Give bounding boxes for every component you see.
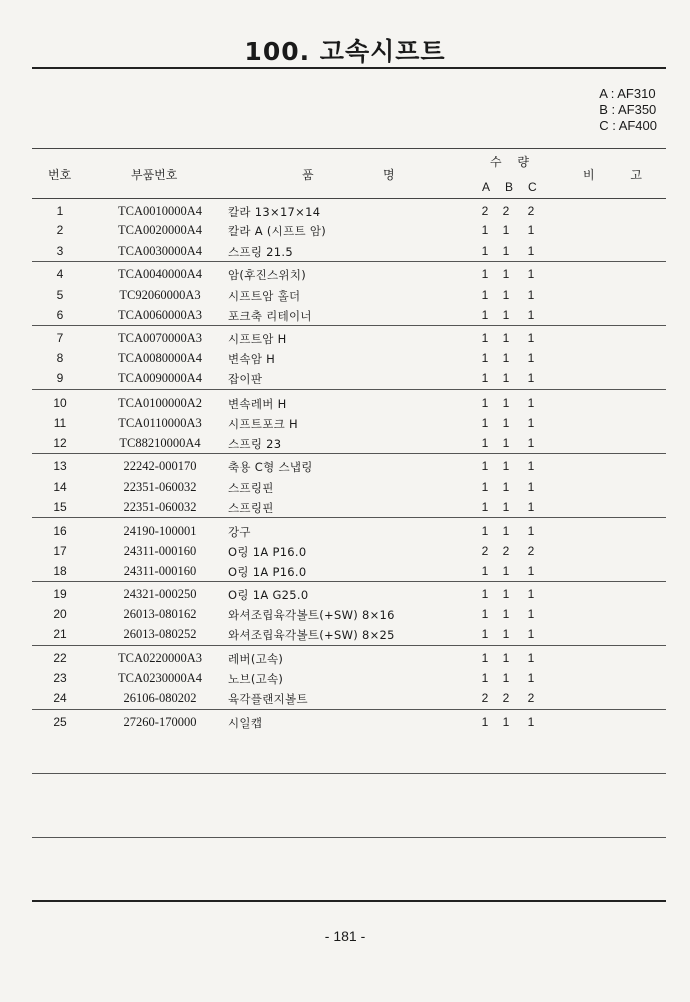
qty-b: 2 [502, 544, 510, 558]
qty-b: 1 [502, 480, 510, 494]
qty-b: 1 [502, 524, 510, 538]
table-row [32, 201, 666, 221]
row-number: 13 [53, 459, 67, 473]
part-number: TC92060000A3 [119, 288, 201, 302]
qty-c: 1 [527, 396, 535, 410]
part-number: 22351-060032 [123, 480, 197, 494]
qty-c: 2 [527, 544, 535, 558]
part-number: TCA0070000A3 [117, 331, 203, 345]
part-number: 27260-170000 [123, 715, 197, 729]
row-number: 10 [53, 396, 67, 410]
model-legend [599, 86, 657, 134]
table-row [32, 456, 666, 476]
part-number: TCA0020000A4 [117, 223, 203, 237]
qty-c: 1 [527, 500, 535, 514]
qty-a: 1 [481, 524, 489, 538]
qty-a: 1 [481, 564, 489, 578]
qty-a: 1 [481, 459, 489, 473]
qty-c: 1 [527, 267, 535, 281]
table-row [32, 712, 666, 732]
qty-a: 1 [481, 308, 489, 322]
row-number: 7 [56, 331, 64, 345]
part-name: 와셔조립육각볼트(+SW) 8×16 [228, 608, 395, 622]
qty-c: 1 [527, 436, 535, 450]
table-row [32, 688, 666, 708]
qty-a: 2 [481, 544, 489, 558]
part-number: TCA0060000A3 [117, 308, 203, 322]
qty-c: 1 [527, 651, 535, 665]
qty-a: 1 [481, 396, 489, 410]
qty-b: 1 [502, 371, 510, 385]
qty-a: 1 [481, 500, 489, 514]
part-name: 포크축 리테이너 [228, 309, 312, 323]
legend-a: A : AF310 [599, 86, 656, 101]
row-number: 3 [56, 244, 64, 258]
header-name-b: 명 [383, 168, 395, 182]
group-divider [32, 581, 666, 582]
qty-b: 1 [502, 331, 510, 345]
table-row [32, 521, 666, 541]
qty-c: 1 [527, 627, 535, 641]
part-name: 암(후진스위치) [228, 268, 307, 282]
part-name: O링 1A P16.0 [228, 545, 307, 559]
table-row [32, 220, 666, 240]
qty-b: 1 [502, 436, 510, 450]
qty-b: 1 [502, 715, 510, 729]
part-name: 강구 [228, 525, 251, 539]
qty-a: 1 [481, 651, 489, 665]
part-number: TCA0230000A4 [117, 671, 203, 685]
group-divider [32, 261, 666, 262]
row-number: 15 [53, 500, 67, 514]
part-name: 축용 C형 스냅링 [228, 460, 313, 474]
qty-b: 1 [502, 587, 510, 601]
part-name: 시일캡 [228, 716, 263, 730]
table-row [32, 305, 666, 325]
qty-b: 1 [502, 308, 510, 322]
qty-c: 2 [527, 691, 535, 705]
qty-c: 1 [527, 244, 535, 258]
qty-b: 2 [502, 204, 510, 218]
table-row [32, 413, 666, 433]
qty-b: 1 [502, 396, 510, 410]
table-row [32, 624, 666, 644]
qty-c: 1 [527, 459, 535, 473]
table-row [32, 477, 666, 497]
part-name: 시프트암 홀더 [228, 289, 301, 303]
part-number: 26013-080162 [123, 607, 197, 621]
table-row [32, 648, 666, 668]
qty-c: 1 [527, 308, 535, 322]
part-name: 노브(고속) [228, 672, 284, 686]
title-rule [32, 67, 666, 69]
table-row [32, 497, 666, 517]
row-number: 21 [53, 627, 67, 641]
header-part-no: 부품번호 [131, 168, 178, 182]
header-qty-b: B [505, 180, 514, 194]
table-row [32, 668, 666, 688]
qty-b: 1 [502, 671, 510, 685]
qty-a: 1 [481, 436, 489, 450]
part-number: TCA0010000A4 [117, 204, 203, 218]
part-number: 24321-000250 [123, 587, 197, 601]
part-name: 육각플랜지볼트 [228, 692, 308, 706]
qty-b: 1 [502, 267, 510, 281]
row-number: 25 [53, 715, 67, 729]
legend-c: C : AF400 [599, 118, 657, 133]
row-number: 23 [53, 671, 67, 685]
group-divider [32, 837, 666, 838]
qty-b: 1 [502, 500, 510, 514]
row-number: 16 [53, 524, 67, 538]
part-name: 스프링핀 [228, 481, 274, 495]
group-divider [32, 645, 666, 646]
row-number: 2 [56, 223, 64, 237]
table-row [32, 368, 666, 388]
footer-rule [32, 900, 666, 902]
qty-b: 1 [502, 351, 510, 365]
qty-a: 2 [481, 204, 489, 218]
group-divider [32, 453, 666, 454]
group-divider [32, 389, 666, 390]
row-number: 14 [53, 480, 67, 494]
group-divider [32, 773, 666, 774]
page-title: 100. 고속시프트 [244, 37, 446, 66]
qty-b: 1 [502, 459, 510, 473]
qty-a: 1 [481, 223, 489, 237]
part-number: 26013-080252 [123, 627, 197, 641]
qty-a: 1 [481, 351, 489, 365]
part-name: 변속레버 H [228, 397, 287, 411]
qty-a: 1 [481, 416, 489, 430]
table-row [32, 541, 666, 561]
qty-c: 1 [527, 416, 535, 430]
header-top-rule [32, 148, 666, 149]
part-name: 칼라 A (시프트 암) [228, 224, 327, 238]
header-bottom-rule [32, 198, 666, 199]
table-row [32, 264, 666, 284]
row-number: 1 [56, 204, 64, 218]
row-number: 24 [53, 691, 67, 705]
qty-c: 1 [527, 331, 535, 345]
qty-a: 1 [481, 331, 489, 345]
qty-b: 1 [502, 416, 510, 430]
part-number: TCA0100000A2 [117, 396, 203, 410]
part-number: 26106-080202 [123, 691, 197, 705]
part-number: TC88210000A4 [119, 436, 201, 450]
group-divider [32, 325, 666, 326]
qty-b: 1 [502, 288, 510, 302]
row-number: 20 [53, 607, 67, 621]
part-name: 스프링 23 [228, 437, 282, 451]
row-number: 11 [53, 416, 67, 430]
part-number: TCA0040000A4 [117, 267, 203, 281]
qty-a: 1 [481, 371, 489, 385]
qty-c: 1 [527, 587, 535, 601]
row-number: 8 [56, 351, 64, 365]
qty-a: 1 [481, 244, 489, 258]
group-divider [32, 517, 666, 518]
qty-a: 1 [481, 267, 489, 281]
row-number: 5 [56, 288, 64, 302]
qty-a: 1 [481, 480, 489, 494]
part-name: 스프링핀 [228, 501, 274, 515]
page-number: - 181 - [324, 928, 366, 944]
part-number: TCA0030000A4 [117, 244, 203, 258]
row-number: 4 [56, 267, 64, 281]
part-name: O링 1A P16.0 [228, 565, 307, 579]
qty-c: 1 [527, 223, 535, 237]
table-row [32, 328, 666, 348]
header-no: 번호 [48, 168, 72, 182]
qty-c: 1 [527, 480, 535, 494]
table-row [32, 584, 666, 604]
row-number: 12 [53, 436, 67, 450]
qty-c: 1 [527, 607, 535, 621]
header-qty: 수 량 [490, 155, 535, 169]
table-row [32, 393, 666, 413]
part-name: O링 1A G25.0 [228, 588, 309, 602]
qty-a: 1 [481, 715, 489, 729]
qty-a: 2 [481, 691, 489, 705]
table-row [32, 561, 666, 581]
qty-c: 1 [527, 371, 535, 385]
part-number: 24311-000160 [123, 564, 197, 578]
qty-c: 1 [527, 564, 535, 578]
qty-c: 1 [527, 715, 535, 729]
qty-b: 1 [502, 244, 510, 258]
part-number: 24311-000160 [123, 544, 197, 558]
part-number: 22242-000170 [123, 459, 197, 473]
qty-c: 2 [527, 204, 535, 218]
qty-c: 1 [527, 671, 535, 685]
part-number: 22351-060032 [123, 500, 197, 514]
row-number: 18 [53, 564, 67, 578]
row-number: 9 [56, 371, 64, 385]
part-number: TCA0220000A3 [117, 651, 203, 665]
table-row [32, 604, 666, 624]
table-row [32, 241, 666, 261]
part-name: 칼라 13×17×14 [228, 205, 321, 219]
table-row [32, 348, 666, 368]
header-qty-a: A [482, 180, 491, 194]
part-name: 와셔조립육각볼트(+SW) 8×25 [228, 628, 395, 642]
header-name-a: 품 [302, 168, 314, 182]
header-qty-c: C [528, 180, 537, 194]
qty-a: 1 [481, 671, 489, 685]
row-number: 22 [53, 651, 67, 665]
qty-c: 1 [527, 288, 535, 302]
qty-a: 1 [481, 607, 489, 621]
qty-a: 1 [481, 288, 489, 302]
header-remark: 비 고 [583, 168, 658, 182]
part-name: 레버(고속) [228, 652, 284, 666]
row-number: 6 [56, 308, 64, 322]
qty-b: 1 [502, 564, 510, 578]
legend-b: B : AF350 [599, 102, 657, 117]
part-name: 스프링 21.5 [228, 245, 293, 259]
part-name: 시프트암 H [228, 332, 287, 346]
row-number: 19 [53, 587, 67, 601]
table-row [32, 433, 666, 453]
part-number: TCA0090000A4 [117, 371, 203, 385]
part-number: TCA0080000A4 [117, 351, 203, 365]
part-name: 시프트포크 H [228, 417, 298, 431]
table-row [32, 285, 666, 305]
qty-b: 1 [502, 223, 510, 237]
part-number: 24190-100001 [123, 524, 197, 538]
qty-b: 1 [502, 651, 510, 665]
qty-c: 1 [527, 351, 535, 365]
qty-a: 1 [481, 627, 489, 641]
qty-c: 1 [527, 524, 535, 538]
qty-b: 1 [502, 607, 510, 621]
qty-b: 2 [502, 691, 510, 705]
row-number: 17 [53, 544, 67, 558]
part-name: 변속암 H [228, 352, 276, 366]
qty-b: 1 [502, 627, 510, 641]
group-divider [32, 709, 666, 710]
part-name: 잡이판 [228, 372, 263, 386]
part-number: TCA0110000A3 [118, 416, 202, 430]
qty-a: 1 [481, 587, 489, 601]
